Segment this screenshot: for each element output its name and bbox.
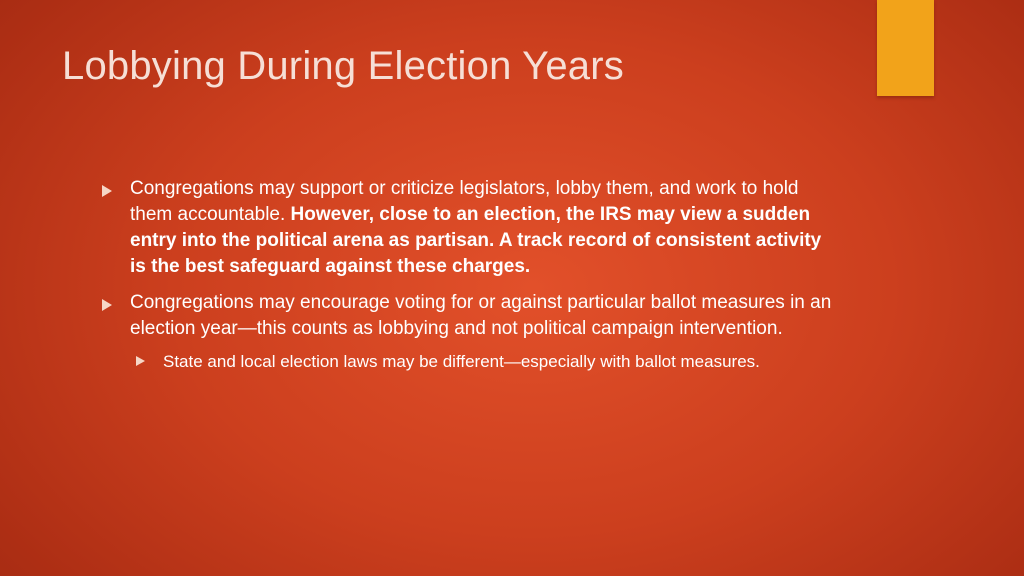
bullet-text-plain: Congregations may encourage voting for or against particular ballot measures in an election year—this counts as lobbying and not political campaign intervention. — [130, 292, 832, 339]
bullet-item-1 — [102, 176, 842, 280]
bullet-item-2 — [102, 290, 842, 342]
bullet-arrow-icon — [102, 299, 112, 311]
bullet-text-bold: However, close to an election, the IRS may view a sudden entry into the political arena as partisan. A track record of consistent activity is the best safeguard against these charges. — [130, 204, 822, 277]
accent-tab — [877, 0, 934, 96]
sub-bullet-arrow-icon — [136, 356, 145, 366]
bullet-text-plain: Congregations may support or criticize legislators, lobby them, and work to hold them accountable. — [130, 178, 799, 225]
slide-content — [102, 176, 842, 373]
sub-bullet-item-1 — [136, 350, 842, 373]
bullet-arrow-icon — [102, 185, 112, 197]
sub-bullet-text: State and local election laws may be different—especially with ballot measures. — [163, 352, 760, 371]
slide-title: Lobbying During Election Years — [62, 44, 624, 88]
